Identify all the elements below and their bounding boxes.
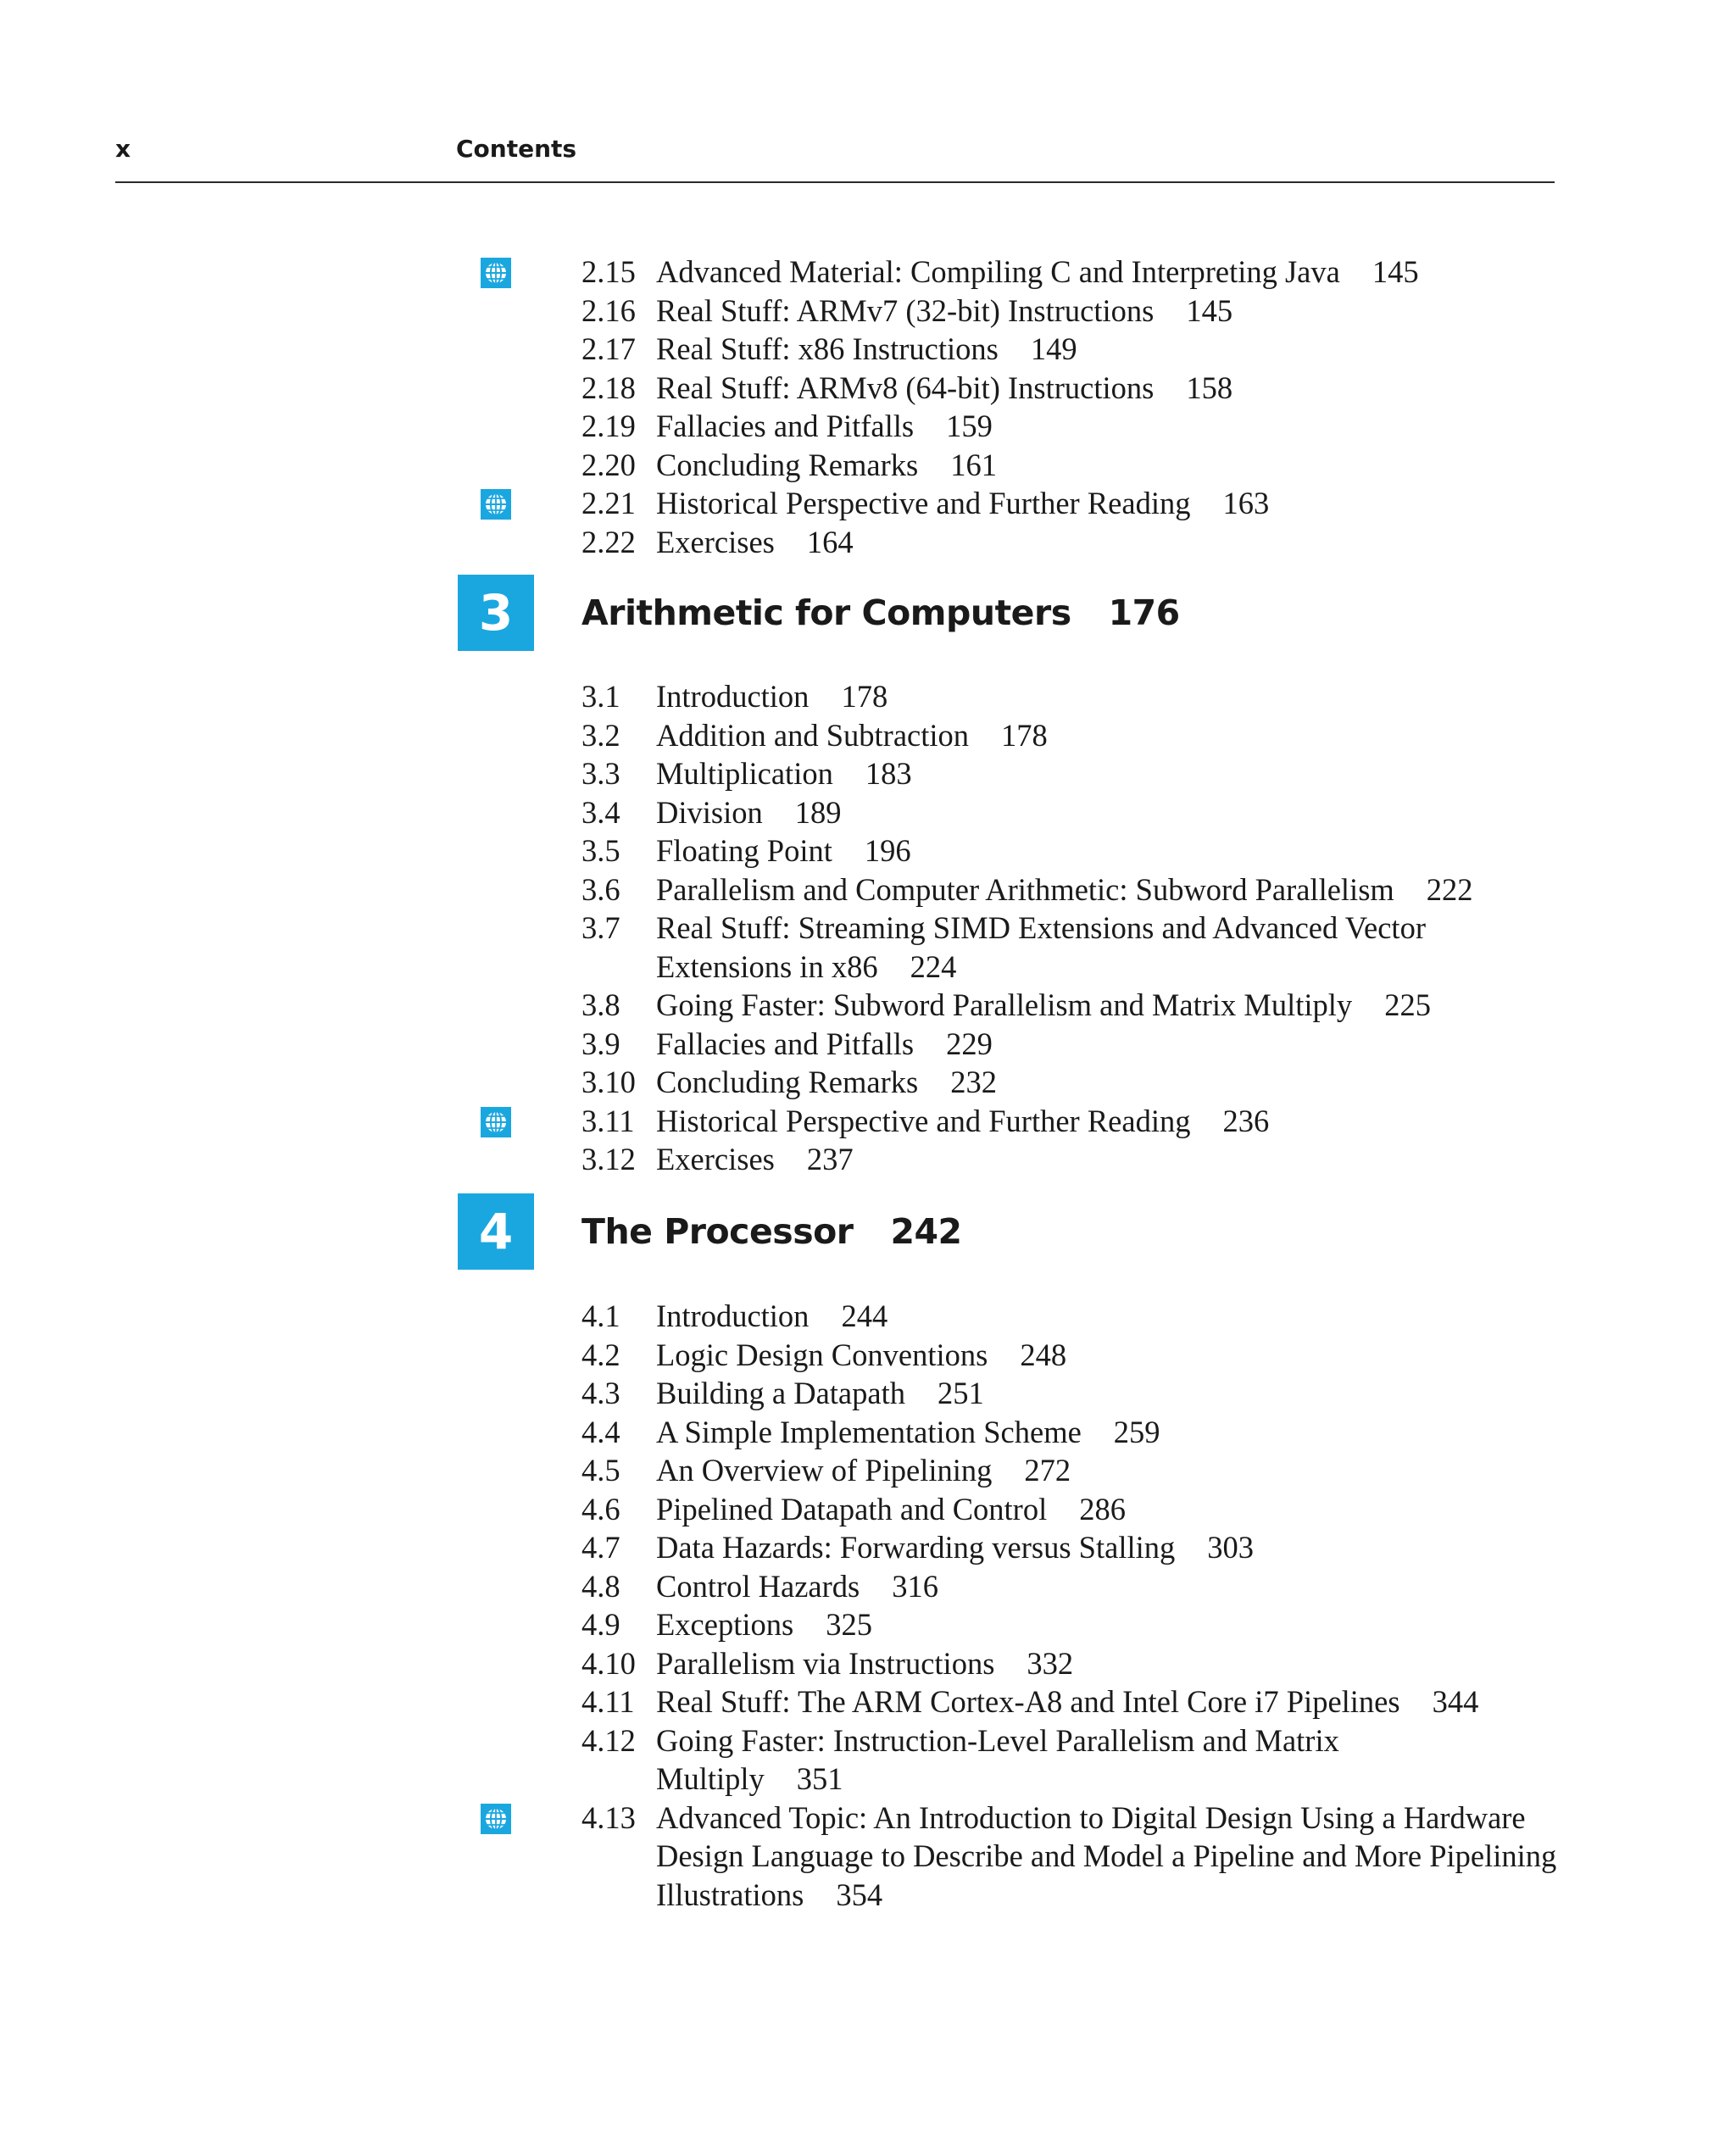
toc-entry[interactable]: [581, 909, 1426, 986]
globe-icon: [481, 1107, 511, 1137]
toc-entry[interactable]: [581, 1297, 887, 1336]
section-title: Parallelism and Computer Arithmetic: Subword Parallelism: [656, 871, 1394, 907]
section-title: Multiplication: [656, 756, 833, 791]
globe-icon: [481, 258, 511, 288]
section-page-number: 178: [841, 679, 888, 714]
toc-entry[interactable]: [581, 407, 993, 446]
section-number: 4.11: [581, 1684, 635, 1719]
section-number: 4.5: [581, 1453, 620, 1488]
section-title: Pipelined Datapath and Control: [656, 1491, 1048, 1527]
section-number: 4.12: [581, 1722, 636, 1758]
chapter-heading[interactable]: [581, 575, 1180, 651]
section-title: Going Faster: Subword Parallelism and Matrix Multiply: [656, 987, 1353, 1022]
section-title-continued-text: Design Language to Describe and Model a Pipeline and More Pipelining: [656, 1838, 1557, 1873]
section-number: 3.11: [581, 1103, 635, 1138]
section-title: Introduction: [656, 679, 810, 714]
section-page-number: 351: [796, 1761, 843, 1796]
toc-entry[interactable]: [581, 523, 854, 562]
chapter-heading[interactable]: [581, 1193, 962, 1270]
section-number: 4.7: [581, 1530, 620, 1565]
section-title-continued: [581, 1837, 1556, 1876]
section-page-number: 178: [1001, 717, 1048, 753]
section-title: Exceptions: [656, 1607, 794, 1642]
section-number: 2.19: [581, 409, 636, 443]
toc-entry[interactable]: [581, 330, 1077, 369]
section-number: 3.9: [581, 1026, 620, 1061]
section-number: 3.6: [581, 871, 620, 907]
toc-entry[interactable]: [581, 1721, 1339, 1799]
running-head: Contents: [456, 135, 577, 163]
section-page-number: 237: [806, 1142, 854, 1176]
toc-entry[interactable]: [581, 1644, 1073, 1683]
section-number: 4.3: [581, 1376, 620, 1410]
toc-entry[interactable]: [581, 1605, 872, 1644]
section-title: Addition and Subtraction: [656, 717, 970, 753]
section-title: An Overview of Pipelining: [656, 1453, 993, 1488]
section-page-number: 224: [910, 948, 957, 984]
section-page-number: 272: [1024, 1453, 1071, 1488]
section-page-number: 232: [950, 1065, 997, 1099]
section-title: Control Hazards: [656, 1568, 860, 1604]
toc-entry[interactable]: [581, 1063, 997, 1102]
toc-entry[interactable]: [581, 1490, 1126, 1529]
section-title: Real Stuff: x86 Instructions: [656, 331, 999, 366]
section-title-continued-text: Extensions in x86: [656, 948, 878, 984]
toc-entry[interactable]: [581, 1102, 1269, 1141]
section-number: 3.8: [581, 987, 620, 1022]
section-number: 2.18: [581, 370, 636, 405]
section-title: Data Hazards: Forwarding versus Stalling: [656, 1530, 1176, 1565]
section-title-continued-text: Illustrations: [656, 1877, 804, 1912]
chapter-number-badge: 4: [458, 1193, 534, 1270]
toc-entry[interactable]: [581, 1413, 1160, 1452]
globe-icon: [481, 489, 511, 520]
section-page-number: 222: [1426, 871, 1473, 907]
section-title: A Simple Implementation Scheme: [656, 1414, 1082, 1449]
section-number: 4.9: [581, 1607, 620, 1642]
section-page-number: 332: [1027, 1645, 1074, 1681]
section-number: 4.13: [581, 1799, 636, 1835]
toc-entry[interactable]: [581, 1025, 993, 1064]
toc-entry[interactable]: [581, 677, 887, 716]
section-title: Real Stuff: The ARM Cortex-A8 and Intel Core i7 Pipelines: [656, 1684, 1400, 1719]
page-number: x: [115, 135, 131, 163]
toc-entry[interactable]: [581, 754, 912, 793]
section-number: 4.2: [581, 1337, 620, 1372]
chapter-title: Arithmetic for Computers: [581, 592, 1071, 633]
section-title: Fallacies and Pitfalls: [656, 1026, 915, 1061]
section-page-number: 164: [806, 524, 854, 559]
section-page-number: 183: [865, 756, 912, 791]
section-page-number: 303: [1207, 1530, 1254, 1565]
section-number: 3.4: [581, 794, 620, 830]
section-number: 3.1: [581, 679, 620, 714]
section-page-number: 149: [1030, 331, 1077, 366]
section-title: Real Stuff: ARMv8 (64-bit) Instructions: [656, 370, 1155, 405]
section-title-continued-text: Multiply: [656, 1761, 765, 1796]
section-number: 2.16: [581, 292, 636, 328]
section-title: Advanced Material: Compiling C and Interpreting Java: [656, 254, 1340, 289]
section-number: 2.17: [581, 331, 636, 366]
section-title-continued: [581, 1876, 1556, 1915]
section-title: Advanced Topic: An Introduction to Digital Design Using a Hardware: [656, 1799, 1526, 1835]
section-title: Going Faster: Instruction-Level Parallelism and Matrix: [656, 1722, 1339, 1758]
section-page-number: 145: [1372, 254, 1419, 289]
section-number: 3.7: [581, 910, 620, 945]
section-title: Real Stuff: ARMv7 (32-bit) Instructions: [656, 292, 1155, 328]
section-title: Exercises: [656, 1142, 775, 1176]
toc-entry[interactable]: [581, 1528, 1254, 1567]
section-page-number: 354: [836, 1877, 883, 1912]
section-page-number: 158: [1186, 370, 1233, 405]
section-title: Logic Design Conventions: [656, 1337, 988, 1372]
toc-entry[interactable]: [581, 1374, 984, 1413]
section-title: Concluding Remarks: [656, 1065, 919, 1099]
chapter-page-number: 242: [890, 1211, 962, 1252]
toc-entry[interactable]: [581, 1336, 1066, 1375]
section-title: Floating Point: [656, 833, 832, 868]
section-page-number: 248: [1020, 1337, 1067, 1372]
toc-entry[interactable]: [581, 1682, 1478, 1721]
toc-entry[interactable]: [581, 793, 842, 832]
toc-entry[interactable]: [581, 1451, 1071, 1490]
section-number: 3.12: [581, 1142, 636, 1176]
section-title: Exercises: [656, 524, 775, 559]
chapter-number-badge: 3: [458, 575, 534, 651]
globe-icon: [481, 1804, 511, 1834]
toc-entry[interactable]: [581, 716, 1048, 755]
running-header: [115, 131, 1555, 183]
section-number: 2.15: [581, 254, 636, 289]
section-number: 4.6: [581, 1491, 620, 1527]
section-page-number: 251: [937, 1376, 984, 1410]
section-number: 3.5: [581, 833, 620, 868]
section-page-number: 189: [794, 794, 842, 830]
section-title: Fallacies and Pitfalls: [656, 409, 915, 443]
toc-entry[interactable]: [581, 831, 911, 870]
section-page-number: 316: [892, 1568, 938, 1604]
section-page-number: 163: [1222, 486, 1270, 520]
chapter-page-number: 176: [1108, 592, 1180, 633]
toc-entry[interactable]: [581, 870, 1473, 909]
section-page-number: 236: [1222, 1103, 1270, 1138]
toc-entry[interactable]: [581, 1140, 854, 1179]
section-number: 2.21: [581, 486, 636, 520]
section-title: Division: [656, 794, 763, 830]
section-page-number: 325: [826, 1607, 872, 1642]
section-page-number: 244: [841, 1299, 888, 1333]
toc-entry[interactable]: [581, 1567, 938, 1606]
section-number: 4.1: [581, 1299, 620, 1333]
section-page-number: 286: [1079, 1491, 1126, 1527]
section-title: Historical Perspective and Further Reading: [656, 486, 1191, 520]
section-title: Historical Perspective and Further Reading: [656, 1103, 1191, 1138]
toc-entry[interactable]: [581, 292, 1232, 331]
section-number: 4.10: [581, 1645, 636, 1681]
toc-entry[interactable]: [581, 369, 1232, 408]
section-page-number: 145: [1186, 292, 1233, 328]
section-page-number: 161: [950, 447, 997, 482]
toc-entry[interactable]: [581, 1799, 1556, 1915]
toc-entry[interactable]: [581, 446, 997, 485]
section-title: Parallelism via Instructions: [656, 1645, 995, 1681]
section-number: 3.3: [581, 756, 620, 791]
section-page-number: 344: [1432, 1684, 1479, 1719]
section-title-continued: [581, 948, 1426, 987]
section-page-number: 259: [1113, 1414, 1160, 1449]
section-number: 2.20: [581, 447, 636, 482]
section-title-continued: [581, 1760, 1339, 1799]
section-title: Building a Datapath: [656, 1376, 905, 1410]
toc-entry[interactable]: [581, 986, 1431, 1025]
section-number: 4.4: [581, 1414, 620, 1449]
toc-entry[interactable]: [581, 484, 1269, 523]
section-number: 4.8: [581, 1568, 620, 1604]
section-title: Introduction: [656, 1299, 810, 1333]
section-number: 3.10: [581, 1065, 636, 1099]
chapter-title: The Processor: [581, 1211, 854, 1252]
section-title: Real Stuff: Streaming SIMD Extensions and Advanced Vector: [656, 910, 1426, 945]
section-page-number: 229: [946, 1026, 993, 1061]
section-page-number: 196: [864, 833, 911, 868]
section-page-number: 159: [946, 409, 993, 443]
section-title: Concluding Remarks: [656, 447, 919, 482]
section-number: 2.22: [581, 524, 636, 559]
section-page-number: 225: [1384, 987, 1431, 1022]
section-number: 3.2: [581, 717, 620, 753]
toc-entry[interactable]: [581, 253, 1419, 292]
